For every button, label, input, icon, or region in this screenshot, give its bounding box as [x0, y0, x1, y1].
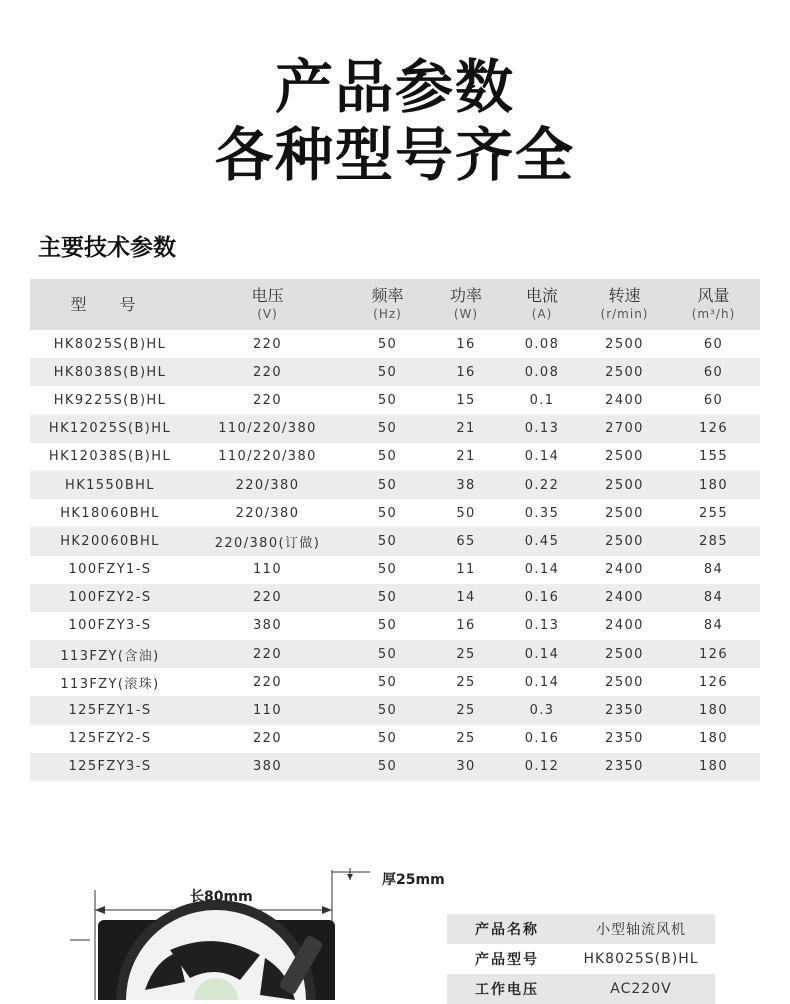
cell-current: 0.08 — [524, 336, 560, 352]
cell-speed: 2500 — [605, 674, 644, 690]
cell-speed: 2400 — [605, 562, 644, 578]
cell-power: 15 — [456, 392, 476, 408]
table-row — [30, 696, 760, 724]
cell-current: 0.1 — [529, 392, 555, 408]
cell-frequency: 50 — [345, 584, 430, 612]
cell-frequency: 50 — [345, 358, 430, 386]
cell-airflow: 180 — [667, 471, 760, 499]
cell-speed: 2350 — [582, 753, 667, 781]
cell-speed: 2500 — [605, 505, 644, 521]
table-row — [30, 386, 760, 414]
table-row — [30, 330, 760, 358]
cell-airflow: 84 — [667, 584, 760, 612]
cell-airflow: 126 — [667, 640, 760, 668]
cell-current: 0.14 — [524, 449, 560, 465]
cell-model: 113FZY(滚珠) — [60, 676, 160, 692]
cell-frequency: 50 — [377, 449, 398, 465]
cell-voltage: 220 — [252, 674, 282, 690]
cell-current: 0.35 — [524, 505, 560, 521]
table-row — [30, 471, 760, 499]
page-subtitle: 各种型号齐全 — [214, 121, 575, 189]
cell-model: HK20060BHL — [30, 527, 190, 555]
col-header-model: 型 号 — [30, 279, 190, 330]
cell-airflow: 255 — [698, 505, 728, 521]
cell-airflow: 126 — [667, 415, 760, 443]
info-value: AC220V — [610, 981, 672, 997]
cell-power: 25 — [456, 674, 476, 690]
cell-voltage: 220 — [252, 392, 282, 408]
cell-airflow: 180 — [698, 731, 728, 747]
cell-frequency: 50 — [377, 618, 398, 634]
table-row — [30, 499, 760, 527]
cell-voltage: 220 — [190, 584, 345, 612]
cell-current: 0.14 — [524, 562, 560, 578]
cell-frequency: 50 — [345, 753, 430, 781]
cell-power: 21 — [456, 449, 476, 465]
cell-frequency: 50 — [345, 471, 430, 499]
cell-model: HK8038S(B)HL — [30, 358, 190, 386]
cell-model: HK9225S(B)HL — [53, 392, 167, 408]
cell-speed: 2350 — [582, 696, 667, 724]
cell-speed: 2400 — [605, 392, 644, 408]
cell-current: 0.08 — [502, 358, 582, 386]
cell-power: 16 — [456, 336, 476, 352]
cell-current: 0.13 — [502, 415, 582, 443]
cell-voltage: 220 — [190, 358, 345, 386]
col-header-airflow: 风量 (m³/h) — [667, 279, 760, 330]
cell-speed: 2400 — [605, 618, 644, 634]
cell-power: 38 — [430, 471, 502, 499]
table-row — [30, 556, 760, 584]
cell-model: 100FZY1-S — [68, 562, 152, 578]
info-value: 小型轴流风机 — [596, 922, 686, 938]
info-key: 产品名称 — [475, 922, 539, 938]
cell-airflow: 155 — [698, 449, 728, 465]
cell-current: 0.16 — [502, 584, 582, 612]
cell-current: 0.14 — [524, 674, 560, 690]
table-row — [30, 725, 760, 753]
cell-airflow: 180 — [667, 753, 760, 781]
cell-frequency: 50 — [377, 562, 398, 578]
cell-power: 14 — [430, 584, 502, 612]
cell-speed: 2500 — [582, 640, 667, 668]
cell-current: 0.14 — [502, 640, 582, 668]
table-row — [30, 753, 760, 781]
cell-voltage: 380 — [252, 618, 282, 634]
table-row — [30, 640, 760, 668]
cell-airflow: 60 — [667, 358, 760, 386]
cell-power: 50 — [456, 505, 476, 521]
cell-speed: 2500 — [605, 336, 644, 352]
table-row — [30, 527, 760, 555]
cell-model: 100FZY2-S — [30, 584, 190, 612]
cell-frequency: 50 — [377, 505, 398, 521]
cell-current: 0.12 — [502, 753, 582, 781]
cell-airflow: 60 — [703, 392, 724, 408]
cell-frequency: 50 — [345, 640, 430, 668]
cell-current: 0.22 — [502, 471, 582, 499]
cell-frequency: 50 — [345, 415, 430, 443]
cell-voltage: 110 — [190, 696, 345, 724]
table-row — [30, 443, 760, 471]
cell-power: 16 — [456, 618, 476, 634]
cell-frequency: 50 — [377, 674, 398, 690]
cell-power: 16 — [430, 358, 502, 386]
cell-speed: 2500 — [605, 449, 644, 465]
cell-speed: 2400 — [582, 584, 667, 612]
col-header-voltage: 电压 (V) — [190, 279, 345, 330]
product-info-table — [447, 914, 715, 1004]
cell-frequency: 50 — [377, 392, 398, 408]
thickness-label: 厚25mm — [382, 872, 445, 888]
cell-power: 21 — [430, 415, 502, 443]
cell-voltage: 110/220/380 — [218, 449, 317, 465]
cell-voltage: 110 — [252, 562, 282, 578]
cell-frequency: 50 — [377, 336, 398, 352]
cell-power: 25 — [430, 696, 502, 724]
cell-speed: 2350 — [605, 731, 644, 747]
cell-current: 0.45 — [502, 527, 582, 555]
table-row — [30, 415, 760, 443]
cell-model: HK8025S(B)HL — [53, 336, 167, 352]
cell-airflow: 285 — [667, 527, 760, 555]
cell-current: 0.3 — [502, 696, 582, 724]
section-title: 主要技术参数 — [38, 235, 176, 261]
cell-current: 0.16 — [524, 731, 560, 747]
info-key: 工作电压 — [475, 982, 539, 998]
cell-voltage: 110/220/380 — [190, 415, 345, 443]
cell-power: 11 — [456, 562, 476, 578]
cell-speed: 2500 — [582, 358, 667, 386]
cell-airflow: 84 — [703, 618, 724, 634]
info-key: 产品型号 — [475, 952, 539, 968]
cell-speed: 2500 — [582, 471, 667, 499]
cell-voltage: 220/380 — [190, 471, 345, 499]
info-row-model — [447, 944, 715, 974]
cell-current: 0.13 — [524, 618, 560, 634]
page-title: 产品参数 — [274, 53, 515, 121]
table-header-row — [30, 279, 760, 330]
cell-airflow: 180 — [667, 696, 760, 724]
cell-frequency: 50 — [345, 696, 430, 724]
cell-model: 125FZY1-S — [30, 696, 190, 724]
info-row-name — [447, 914, 715, 944]
cell-airflow: 126 — [698, 674, 728, 690]
cell-model: 125FZY3-S — [30, 753, 190, 781]
cell-speed: 2500 — [582, 527, 667, 555]
cell-frequency: 50 — [377, 731, 398, 747]
cell-frequency: 50 — [345, 527, 430, 555]
cell-voltage: 220/380(订做) — [190, 527, 345, 555]
cell-model: 125FZY2-S — [68, 731, 152, 747]
specs-table — [30, 279, 760, 781]
cell-power: 25 — [430, 640, 502, 668]
cell-power: 25 — [456, 731, 476, 747]
table-row — [30, 358, 760, 386]
cell-model: 100FZY3-S — [68, 618, 152, 634]
cell-model: HK12038S(B)HL — [48, 449, 172, 465]
col-header-speed: 转速 (r/min) — [582, 279, 667, 330]
cell-voltage: 220 — [252, 336, 282, 352]
cell-model: HK12025S(B)HL — [30, 415, 190, 443]
length-label: 长80mm — [190, 889, 253, 905]
cell-model: HK1550BHL — [30, 471, 190, 499]
col-header-power: 功率 (W) — [430, 279, 502, 330]
info-value: HK8025S(B)HL — [583, 951, 699, 967]
table-row — [30, 584, 760, 612]
cell-voltage: 220 — [252, 731, 282, 747]
cell-voltage: 380 — [190, 753, 345, 781]
table-row — [30, 612, 760, 640]
cell-model: 113FZY(含油) — [30, 640, 190, 668]
table-row — [30, 668, 760, 696]
cell-voltage: 220/380 — [235, 505, 300, 521]
cell-speed: 2700 — [582, 415, 667, 443]
col-header-frequency: 频率 (Hz) — [345, 279, 430, 330]
cell-model: HK18060BHL — [60, 505, 160, 521]
cell-power: 65 — [430, 527, 502, 555]
cell-voltage: 220 — [190, 640, 345, 668]
cell-airflow: 84 — [703, 562, 724, 578]
cell-power: 30 — [430, 753, 502, 781]
col-header-current: 电流 (A) — [502, 279, 582, 330]
cell-airflow: 60 — [703, 336, 724, 352]
